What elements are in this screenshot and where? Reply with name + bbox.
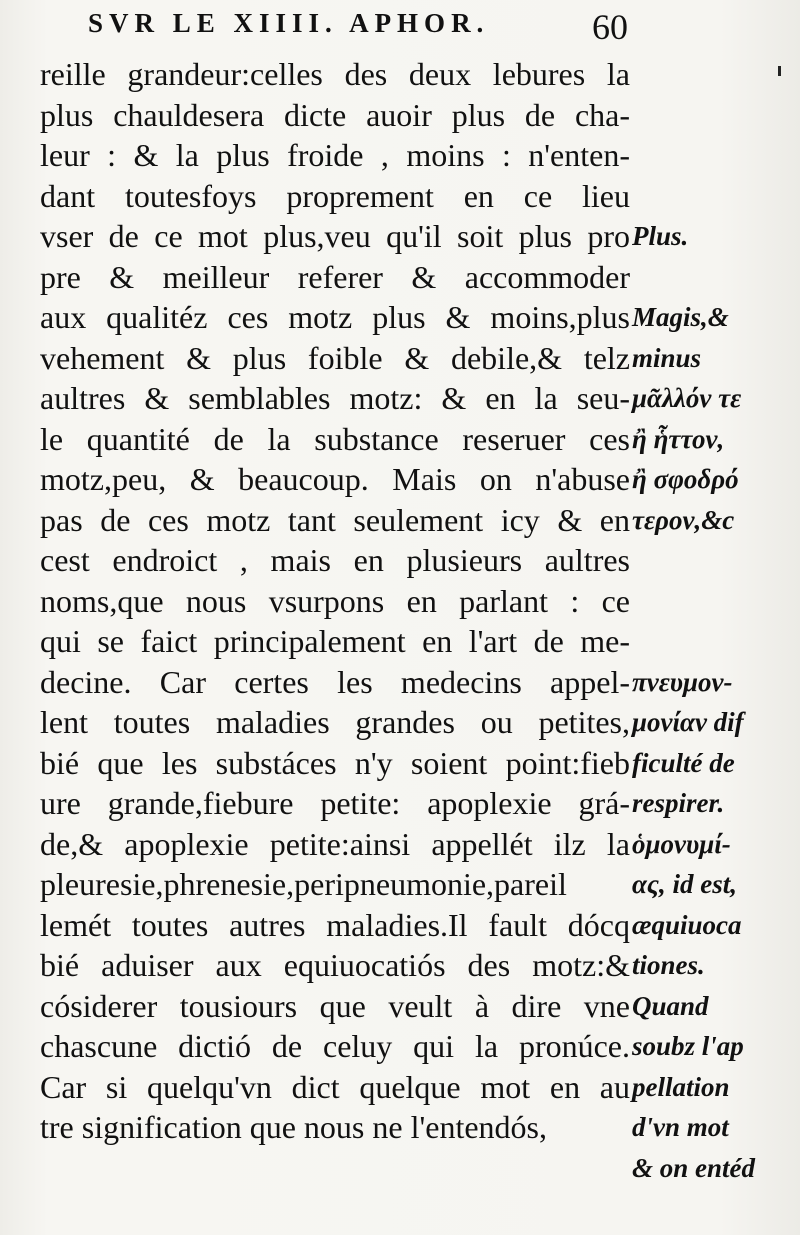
text-line: plus chauldesera dicte auoir plus de cha- bbox=[40, 96, 630, 133]
margin-note bbox=[632, 176, 792, 217]
text-line: dant toutesfoys proprement en ce lieu bbox=[40, 177, 630, 214]
page-header bbox=[88, 8, 628, 48]
margin-note: soubz l'ap bbox=[632, 1031, 744, 1061]
text-line: leur : & la plus froide , moins : n'enten- bbox=[40, 137, 630, 173]
margin-note: μᾶλλόν τε bbox=[632, 383, 742, 413]
margin-note: ας, id est, bbox=[632, 869, 737, 899]
text-line: Car si quelqu'vn dict quelque mot en au bbox=[40, 1068, 630, 1105]
main-text-block bbox=[40, 54, 630, 1148]
text-line: qui se faict principalement en l'art de me- bbox=[40, 623, 630, 659]
page-number: 60 bbox=[592, 7, 628, 47]
margin-note bbox=[632, 54, 792, 95]
margin-note: πνευμον- bbox=[632, 666, 733, 697]
margin-note bbox=[632, 135, 792, 176]
text-line: cósiderer tousiours que veult à dire vne bbox=[40, 987, 630, 1024]
margin-note bbox=[632, 257, 792, 298]
text-line: bié aduiser aux equiuocatiós des motz:& bbox=[40, 947, 630, 983]
margin-note: Plus. bbox=[632, 221, 689, 251]
running-head: SVR LE XIIII. APHOR. bbox=[88, 8, 490, 38]
margin-note: Quand bbox=[632, 990, 709, 1021]
margin-note: minus bbox=[632, 342, 702, 373]
margin-note: ὁμονυμί- bbox=[632, 828, 731, 859]
text-line: lent toutes maladies grandes ou petites, bbox=[40, 704, 630, 740]
text-line: noms,que nous vsurpons en parlant : ce bbox=[40, 582, 630, 619]
margin-note: æquiuoca bbox=[632, 909, 742, 940]
margin-note: ficulté de bbox=[632, 747, 735, 778]
text-line: lemét toutes autres maladies.Il fault dócq bbox=[40, 906, 630, 943]
margin-note: ἢ ἧττον, bbox=[632, 423, 725, 454]
margin-note: tiones. bbox=[632, 950, 705, 980]
margin-note: & on entéd bbox=[632, 1152, 756, 1183]
text-line: reille grandeur:celles des deux lebures la bbox=[40, 56, 630, 92]
text-line: chascune dictió de celuy qui la pronúce. bbox=[40, 1028, 630, 1064]
text-line: tre signification que nous ne l'entendós, bbox=[40, 1109, 547, 1145]
margin-note: μονίαν dif bbox=[632, 707, 744, 737]
margin-notes bbox=[632, 54, 792, 1188]
text-line: cest endroict , mais en plusieurs aultres bbox=[40, 542, 630, 578]
text-line: decine. Car certes les medecins appel- bbox=[40, 663, 630, 700]
text-line: vser de ce mot plus,veu qu'il soit plus pro bbox=[40, 218, 630, 254]
text-line: pleuresie,phrenesie,peripneumonie,pareil bbox=[40, 866, 567, 902]
margin-note bbox=[632, 540, 792, 581]
text-line: bié que les substáces n'y soient point:fieb bbox=[40, 744, 630, 781]
text-line: pas de ces motz tant seulement icy & en bbox=[40, 501, 630, 538]
margin-note: ἢ σφοδρό bbox=[632, 464, 739, 494]
margin-note bbox=[632, 95, 792, 136]
text-line: aultres & semblables motz: & en la seu- bbox=[40, 380, 630, 416]
text-line: aux qualitéz ces motz plus & moins,plus bbox=[40, 299, 630, 335]
text-line: pre & meilleur referer & accommoder bbox=[40, 258, 630, 295]
text-line: le quantité de la substance reseruer ces bbox=[40, 420, 630, 457]
text-line: ure grande,fiebure petite: apoplexie grá- bbox=[40, 785, 630, 821]
text-line: motz,peu, & beaucoup. Mais on n'abuse bbox=[40, 461, 630, 497]
margin-note bbox=[632, 581, 792, 622]
text-line: vehement & plus foible & debile,& telz bbox=[40, 339, 630, 376]
margin-note: respirer. bbox=[632, 788, 725, 818]
margin-note bbox=[632, 621, 792, 662]
margin-note: d'vn mot bbox=[632, 1112, 729, 1142]
text-line: de,& apoplexie petite:ainsi appellét ilz la bbox=[40, 825, 630, 862]
margin-note: pellation bbox=[632, 1071, 730, 1102]
margin-note: τερον,&c bbox=[632, 504, 735, 535]
margin-note: Magis,& bbox=[632, 302, 729, 332]
